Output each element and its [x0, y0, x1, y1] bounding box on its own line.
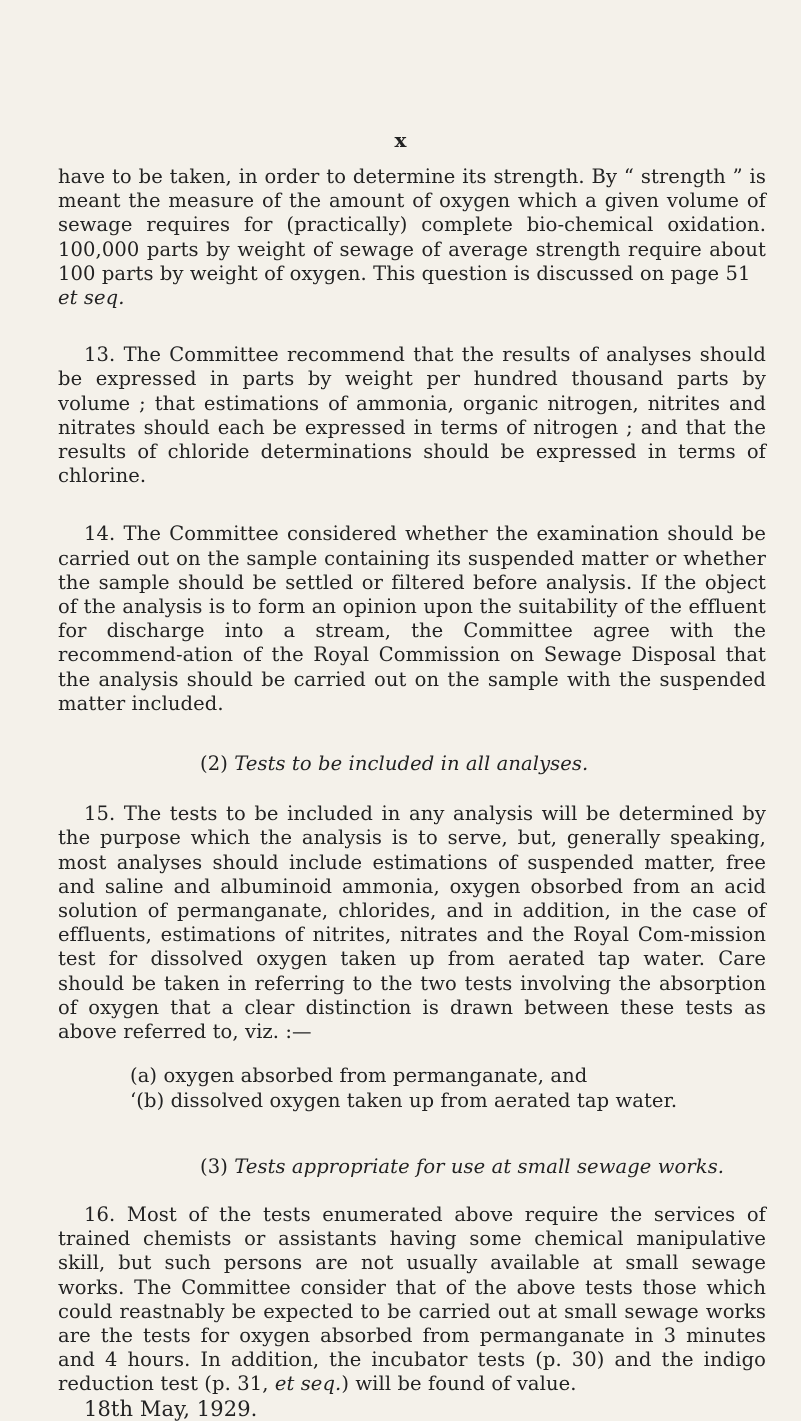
oxygen-tests-list — [58, 1064, 766, 1112]
section-heading-2-number: (2) — [200, 752, 228, 776]
paragraph-continuation-text: have to be taken, in order to determine its strength. By “ strength ” is meant the measure of the amount of oxygen which a given volume of sewage requires for (practically) complete bio-chemical oxidation. 100,000 parts by weight of sewage of average strength require about 100 parts by weight of oxygen. This question is discussed on page 51 — [58, 165, 766, 285]
paragraph-13: 13. The Committee recommend that the results of analyses should be expressed in parts by weight per hundred thousand parts by volume ; that estimations of ammonia, organic nitrogen, nitrites and nitrates should each be expressed in terms of nitrogen ; and that the results of chloride determinations should be expressed in terms of chlorine. — [58, 343, 766, 488]
list-item-a: (a) oxygen absorbed from permanganate, and — [130, 1064, 588, 1088]
paragraph-15: 15. The tests to be included in any analysis will be determined by the purpose which the analysis is to serve, but, generally speaking, most analyses should include estimations of suspended matter, free and saline and albuminoid ammonia, oxygen obsorbed from an acid solution of permanganate, chlorides, and in addition, in the case of effluents, estimations of nitrites, nitrates and the Royal Com-mission test for dissolved oxygen taken up from aerated tap water. Care should be taken in referring to the two tests involving the absorption of oxygen that a clear distinction is drawn between these tests as above referred to, viz. :— — [58, 802, 766, 1044]
paragraph-16-text: 16. Most of the tests enumerated above require the services of trained chemists or assistants having some chemical manipulative skill, but such persons are not usually available at small sewage works. The Committee consider that of the above tests those which could reastnably be expected to be carried out at small sewage works are the tests for oxygen absorbed from permanganate in 3 minutes and 4 hours. In addition, the incubator tests (p. 30) and the indigo reduction test (p. 31, — [58, 1202, 766, 1396]
list-item-b: ‘(b) dissolved oxygen taken up from aerated tap water. — [130, 1088, 678, 1112]
page-folio: x — [394, 128, 407, 152]
section-heading-2 — [58, 752, 766, 776]
paragraph-16-et-seq: et seq. — [274, 1372, 342, 1396]
section-heading-3-number: (3) — [200, 1154, 228, 1178]
section-heading-3 — [58, 1155, 766, 1179]
paragraph-14: 14. The Committee considered whether the examination should be carried out on the sample containing its suspended matter or whether the sample should be settled or filtered before analysis. If the object of the analysis is to form an opinion upon the suitability of the effluent for discharge into a stream, the Committee agree with the recommend-ation of the Royal Commission on Sewage Disposal that the analysis should be carried out on the sample with the suspended matter included. — [58, 522, 766, 715]
section-heading-2-title: Tests to be included in all analyses. — [234, 752, 589, 776]
body-text — [58, 165, 766, 1421]
paragraph-16-tail: ) will be found of value. — [341, 1372, 577, 1396]
paragraph-continuation — [58, 165, 766, 310]
document-date: 18th May, 1929. — [84, 1396, 258, 1421]
paragraph-16 — [58, 1203, 766, 1397]
et-seq-italic: et seq. — [58, 286, 125, 310]
section-heading-3-title: Tests appropriate for use at small sewage works. — [234, 1154, 725, 1178]
